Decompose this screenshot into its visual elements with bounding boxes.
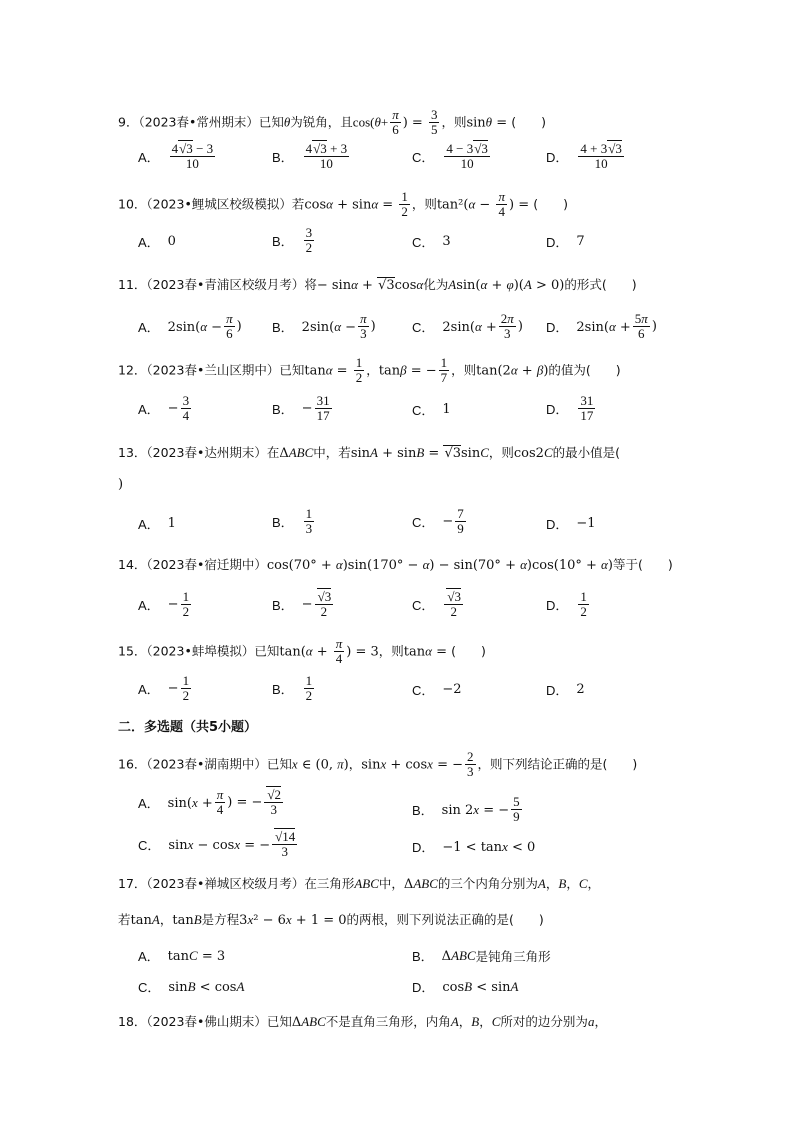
q13-option-a[interactable]: A． 1 [138, 516, 176, 532]
q10-text-a: 10．（2023•鲤城区校级模拟）若 [118, 196, 305, 212]
q17-text-c: 的三个内角分别为 [437, 876, 538, 891]
q10-option-a[interactable]: A． 0 [138, 234, 176, 250]
q17-option-d[interactable]: D． cosB < sinA [412, 978, 519, 995]
question-14-stem: 14．（2023春•宿迁期中）cos(70° + α)sin(170° − α) − sin(70° + α)cos(10° + α)等于( ) [118, 557, 673, 573]
question-10-stem: 10．（2023•鲤城区校级模拟）若cosα + sinα = $\frac{1}{2}$ ，则tan²(α − $\frac{\pi}{4}$ ) = ( ) [118, 189, 568, 220]
q14-option-d[interactable]: D． $\frac{1}{2}$ [546, 589, 587, 620]
q9-option-d[interactable]: D． $\frac{4 + 3√3}{10}$ [546, 141, 622, 172]
q17-option-c[interactable]: C． sinB < cosA [138, 978, 245, 995]
q12-option-b[interactable]: B． − $\frac{31}{17}$ [272, 393, 330, 424]
q12-text-a: 12．（2023春•兰山区期中）已知 [118, 362, 305, 378]
question-17-stem: 17．（2023春•禅城区校级月考）在三角形ABC中，ΔABC的三个内角分别为A，B，C， [118, 876, 601, 892]
q12-text-b: ， [366, 362, 379, 378]
q15-text-b: ，则 [378, 643, 404, 659]
q16-option-b[interactable]: B． sin 2x = − $\frac{5}{9}$ [412, 794, 520, 825]
q17-option-b-text: 是钝角三角形 [475, 948, 551, 964]
q18-text-b: 不是直角三角形，内角 [325, 1014, 451, 1029]
q17-option-a[interactable]: A． tanC = 3 [138, 947, 226, 964]
question-17-stem-line2: 若tanA，tanB是方程3x² − 6x + 1 = 0的两根，则下列说法正确的是( ) [118, 912, 544, 928]
q9-option-b[interactable]: B． $\frac{4√3 + 3}{10}$ [272, 141, 348, 172]
q16-option-a[interactable]: A． sin(x + $\frac{\pi}{4}$ ) = − $\frac{√2}{3}$ [138, 787, 282, 818]
q13-text-b: 中，若 [313, 445, 351, 460]
q15-option-d[interactable]: D． 2 [546, 682, 585, 698]
q11-option-b[interactable]: B． 2sin(α − $\frac{\pi}{3}$ ) [272, 311, 376, 342]
question-13-stem: 13．（2023春•达州期末）在ΔABC中，若sinA + sinB = √3sinC，则cos2C的最小值是( [118, 445, 621, 461]
q17-text-b: 中， [378, 876, 404, 891]
q18-text-c: 所对的边分别为 [500, 1014, 588, 1029]
q11-option-a[interactable]: A． 2sin(α − $\frac{\pi}{6}$ ) [138, 311, 242, 342]
q9-option-a[interactable]: A． $\frac{4√3 - 3}{10}$ [138, 141, 214, 172]
q15-text-a: 15．（2023•蚌埠模拟）已知 [118, 643, 280, 659]
q12-text-d: 的值为( ) [548, 362, 621, 378]
q12-option-a[interactable]: A． − $\frac{3}{4}$ [138, 393, 190, 424]
q11-text-b: 化为 [423, 277, 449, 292]
q13-stem-line2: ) [118, 477, 124, 492]
q17-text-g: 是方程 [201, 912, 240, 927]
q11-option-c[interactable]: C． 2sin(α + $\frac{2\pi}{3}$ ) [412, 311, 523, 342]
q17-option-b[interactable]: B． ΔABC 是钝角三角形 [412, 947, 551, 964]
q11-text-c: 的形式( ) [564, 277, 637, 292]
q10-option-d[interactable]: D． 7 [546, 234, 585, 250]
q13-option-c[interactable]: C． − $\frac{7}{9}$ [412, 506, 464, 537]
q9-text-b: 为锐角，且 [290, 114, 353, 130]
q13-text-d: 的最小值是( [552, 445, 621, 460]
q15-option-c[interactable]: C． −2 [412, 682, 462, 698]
q10-text-b: ，则 [411, 196, 437, 212]
q14-text-a: 14．（2023春•宿迁期中） [118, 557, 267, 572]
q12-option-d[interactable]: D． $\frac{31}{17}$ [546, 393, 594, 424]
q10-text-c: ( ) [533, 196, 568, 212]
q12-text-c: ，则 [451, 362, 477, 378]
q18-text-a: 18．（2023春•佛山期末）已知 [118, 1014, 292, 1029]
q11-option-d[interactable]: D． 2sin(α + $\frac{5\pi}{6}$ ) [546, 311, 657, 342]
q16-text-a: 16．（2023春•湖南期中）已知 [118, 756, 292, 772]
q11-text-a: 11．（2023春•青浦区校级月考）将 [118, 277, 317, 292]
section-title-multi-choice: 二．多选题（共5小题） [118, 720, 258, 735]
q13-text-a: 13．（2023春•达州期末）在 [118, 445, 280, 460]
q9-option-c[interactable]: C． $\frac{4 - 3√3}{10}$ [412, 141, 488, 172]
question-9-stem: 9．（2023春•常州期末）已知θ为锐角，且cos(θ+ $\frac{\pi}{6}$ ) = $\frac{3}{5}$ ，则sinθ = ( ) [118, 107, 546, 138]
q9-text-c: ，则 [441, 114, 467, 130]
question-15-stem: 15．（2023•蚌埠模拟）已知tan(α + $\frac{\pi}{4}$ ) = 3，则tanα = ( ) [118, 636, 486, 667]
q14-text-b: 等于( ) [612, 557, 673, 572]
q10-option-b[interactable]: B． $\frac{3}{2}$ [272, 225, 313, 256]
q15-text-c: ( ) [451, 643, 486, 659]
question-16-stem: 16．（2023春•湖南期中）已知x ∈ (0, π)，sinx + cosx = − $\frac{2}{3}$ ，则下列结论正确的是( ) [118, 749, 638, 780]
q13-option-d[interactable]: D． −1 [546, 516, 596, 532]
q17-text-a: 17．（2023春•禅城区校级月考）在三角形 [118, 876, 355, 891]
question-18-stem: 18．（2023春•佛山期末）已知ΔABC不是直角三角形，内角A，B，C所对的边分别为a， [118, 1014, 607, 1030]
q14-option-c[interactable]: C． $\frac{√3}{2}$ [412, 589, 462, 620]
q9-text-a: 9．（2023春•常州期末）已知 [118, 114, 284, 130]
q13-option-b[interactable]: B． $\frac{1}{3}$ [272, 506, 313, 537]
q17-text-h: 的两根，则下列说法正确的是( ) [346, 912, 544, 927]
question-11-stem: 11．（2023春•青浦区校级月考）将− sinα + √3cosα化为Asin(α + φ)(A > 0)的形式( ) [118, 277, 637, 293]
q15-option-b[interactable]: B． $\frac{1}{2}$ [272, 673, 313, 704]
q10-option-c[interactable]: C． 3 [412, 234, 451, 250]
question-12-stem: 12．（2023春•兰山区期中）已知tanα = $\frac{1}{2}$ ，tanβ = − $\frac{1}{7}$ ，则tan(2α + β)的值为( ) [118, 355, 621, 386]
q16-option-c[interactable]: C． sinx − cosx = − $\frac{√14}{3}$ [138, 829, 296, 860]
q14-option-a[interactable]: A． − $\frac{1}{2}$ [138, 589, 190, 620]
q9-text-d: ( ) [511, 114, 546, 130]
q16-text-c: ，则下列结论正确的是( ) [477, 756, 638, 772]
q16-text-b: ， [348, 756, 362, 772]
q15-option-a[interactable]: A． − $\frac{1}{2}$ [138, 673, 190, 704]
q17-text-e: 若 [118, 912, 131, 927]
q12-option-c[interactable]: C． 1 [412, 402, 451, 418]
q16-option-d[interactable]: D． −1 < tanx < 0 [412, 838, 536, 855]
q14-option-b[interactable]: B． − $\frac{√3}{2}$ [272, 589, 332, 620]
q13-text-c: ，则 [488, 445, 514, 460]
